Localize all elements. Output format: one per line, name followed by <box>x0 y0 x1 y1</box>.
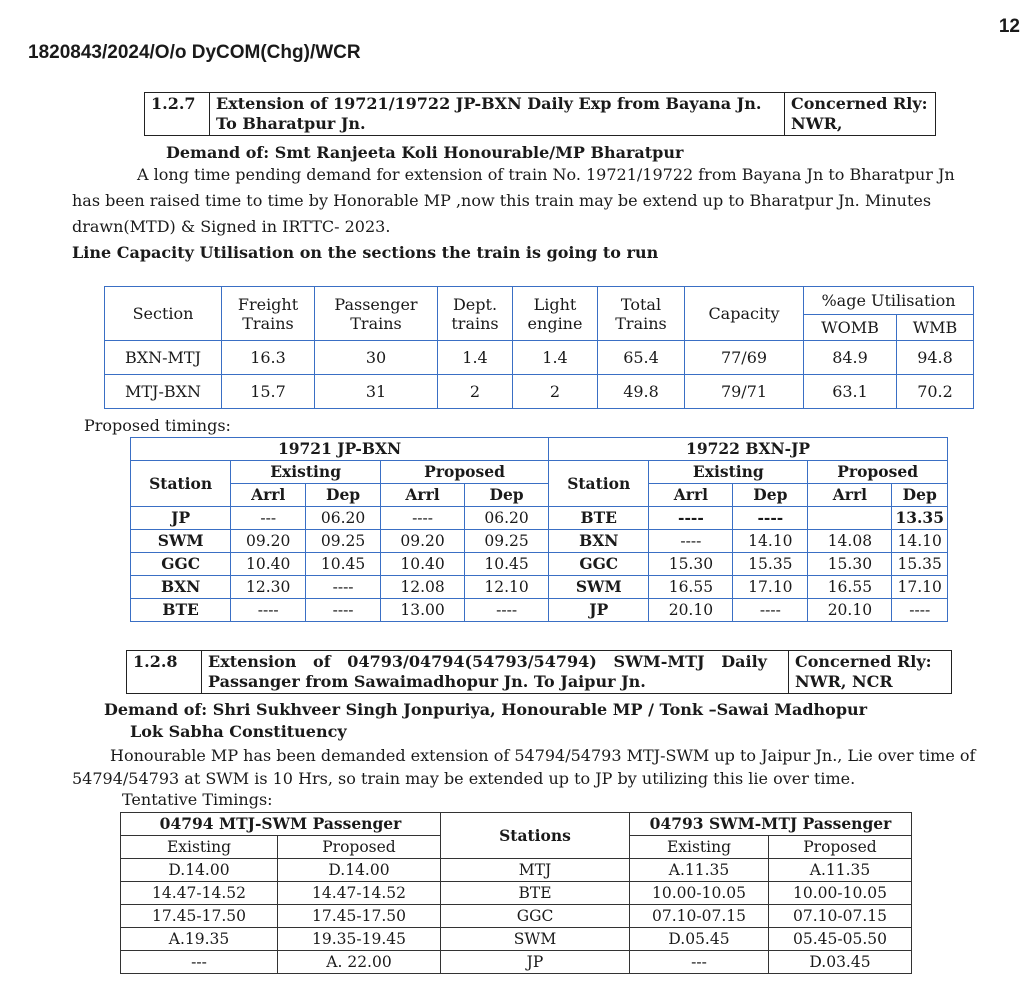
cell: 16.3 <box>222 341 315 375</box>
col-header: Capacity <box>685 287 804 341</box>
paragraph-line: Honourable MP has been demanded extension of 54794/54793 MTJ-SWM up to Jaipur Jn., Lie over time of <box>110 746 976 765</box>
cell: MTJ-BXN <box>105 375 222 409</box>
col-header: Passenger Trains <box>315 287 438 341</box>
station-cell: MTJ <box>441 859 630 882</box>
cell: 77/69 <box>685 341 804 375</box>
table-row <box>131 530 948 553</box>
cell: 12.08 <box>381 576 465 599</box>
col-header: WOMB <box>804 315 897 341</box>
train-title: 04793 SWM-MTJ Passenger <box>630 813 912 836</box>
cell: 20.10 <box>649 599 733 622</box>
station-cell: GGC <box>131 553 231 576</box>
station-cell: BXN <box>131 576 231 599</box>
concerned-line: NWR, NCR <box>795 672 893 691</box>
cell: 79/71 <box>685 375 804 409</box>
tentative-label: Tentative Timings: <box>122 790 273 809</box>
cell: 15.30 <box>808 553 892 576</box>
col-header: Arrl <box>381 484 465 507</box>
cell: 07.10-07.15 <box>769 905 912 928</box>
cell: --- <box>630 951 769 974</box>
demand-line: Lok Sabha Constituency <box>130 722 347 741</box>
cell: 09.20 <box>231 530 306 553</box>
item-title: Extension of 19721/19722 JP-BXN Daily Exp from Bayana Jn. To Bharatpur Jn. <box>210 93 785 136</box>
cell: 19.35-19.45 <box>278 928 441 951</box>
col-header: Freight Trains <box>222 287 315 341</box>
item-number: 1.2.8 <box>127 651 202 694</box>
cell: 16.55 <box>808 576 892 599</box>
paragraph-line: A long time pending demand for extension of train No. 19721/19722 from Bayana Jn to Bharatpur Jn <box>137 165 955 184</box>
line-capacity-table <box>104 286 974 409</box>
table-row <box>131 553 948 576</box>
cell: 94.8 <box>897 341 974 375</box>
station-cell: JP <box>131 507 231 530</box>
cell: 49.8 <box>598 375 685 409</box>
cell: 65.4 <box>598 341 685 375</box>
cell: 1.4 <box>513 341 598 375</box>
item-title-line: Passanger from Sawaimadhopur Jn. To Jaipur Jn. <box>208 672 646 691</box>
cell: 07.10-07.15 <box>630 905 769 928</box>
cell: 70.2 <box>897 375 974 409</box>
train-title: 19721 JP-BXN <box>131 438 549 461</box>
paragraph-line: has been raised time to time by Honorable MP ,now this train may be extend up to Bharatpur Jn. Minutes <box>72 191 932 210</box>
col-header: Light engine <box>513 287 598 341</box>
table-row <box>121 882 912 905</box>
cell: ---- <box>649 530 733 553</box>
cell: 1.4 <box>438 341 513 375</box>
cell: 14.08 <box>808 530 892 553</box>
station-cell: BTE <box>131 599 231 622</box>
table-row <box>131 507 948 530</box>
col-header: Existing <box>649 461 808 484</box>
item-1-2-8-header <box>126 650 952 694</box>
paragraph-line: drawn(MTD) & Signed in IRTTC- 2023. <box>72 217 391 236</box>
station-cell: SWM <box>441 928 630 951</box>
station-cell: BXN <box>549 530 649 553</box>
cell: 20.10 <box>808 599 892 622</box>
section-heading: Line Capacity Utilisation on the sections the train is going to run <box>72 243 659 262</box>
page-number: 12 <box>998 16 1020 37</box>
concerned-line: Concerned Rly: <box>795 652 932 671</box>
cell: A. 22.00 <box>278 951 441 974</box>
train-title: 04794 MTJ-SWM Passenger <box>121 813 441 836</box>
cell: --- <box>121 951 278 974</box>
cell: A.11.35 <box>630 859 769 882</box>
cell: ---- <box>649 507 733 530</box>
station-cell: GGC <box>441 905 630 928</box>
station-cell: BTE <box>441 882 630 905</box>
station-cell: JP <box>441 951 630 974</box>
item-title <box>202 651 789 694</box>
col-header: Arrl <box>649 484 733 507</box>
cell: 63.1 <box>804 375 897 409</box>
cell: ---- <box>733 507 808 530</box>
station-cell: SWM <box>549 576 649 599</box>
cell: 10.40 <box>381 553 465 576</box>
cell: D.05.45 <box>630 928 769 951</box>
table-row <box>121 928 912 951</box>
col-header: %age Utilisation <box>804 287 974 315</box>
table-row <box>105 375 974 409</box>
station-cell: BTE <box>549 507 649 530</box>
cell: 30 <box>315 341 438 375</box>
cell: 10.00-10.05 <box>769 882 912 905</box>
col-header: Arrl <box>231 484 306 507</box>
cell: 10.45 <box>465 553 549 576</box>
col-header: Arrl <box>808 484 892 507</box>
cell: 13.35 <box>892 507 948 530</box>
cell: 05.45-05.50 <box>769 928 912 951</box>
table-row <box>121 859 912 882</box>
col-header: WMB <box>897 315 974 341</box>
cell: 15.35 <box>733 553 808 576</box>
col-header: Dep <box>465 484 549 507</box>
station-cell: JP <box>549 599 649 622</box>
cell: 16.55 <box>649 576 733 599</box>
col-header: Proposed <box>278 836 441 859</box>
col-header: Stations <box>441 813 630 859</box>
cell: 84.9 <box>804 341 897 375</box>
cell: 2 <box>438 375 513 409</box>
cell <box>808 507 892 530</box>
cell: ---- <box>892 599 948 622</box>
col-header: Proposed <box>381 461 549 484</box>
table-row <box>131 576 948 599</box>
col-header: Existing <box>121 836 278 859</box>
cell: 10.40 <box>231 553 306 576</box>
cell: ---- <box>465 599 549 622</box>
station-cell: SWM <box>131 530 231 553</box>
cell: 14.47-14.52 <box>278 882 441 905</box>
cell: 12.10 <box>465 576 549 599</box>
cell: ---- <box>306 599 381 622</box>
table-row <box>105 341 974 375</box>
col-header: Total Trains <box>598 287 685 341</box>
cell: 06.20 <box>465 507 549 530</box>
cell: 14.47-14.52 <box>121 882 278 905</box>
proposed-timings-label: Proposed timings: <box>84 416 231 435</box>
cell: BXN-MTJ <box>105 341 222 375</box>
cell: A.19.35 <box>121 928 278 951</box>
col-header: Existing <box>231 461 381 484</box>
station-cell: GGC <box>549 553 649 576</box>
col-header: Section <box>105 287 222 341</box>
cell: D.14.00 <box>121 859 278 882</box>
cell: 17.10 <box>733 576 808 599</box>
col-header: Dep <box>733 484 808 507</box>
cell: 17.45-17.50 <box>121 905 278 928</box>
concerned-railway: Concerned Rly: NWR, <box>785 93 936 136</box>
cell: 2 <box>513 375 598 409</box>
cell: 15.30 <box>649 553 733 576</box>
paragraph-line: 54794/54793 at SWM is 10 Hrs, so train may be extended up to JP by utilizing this lie over time. <box>72 769 856 788</box>
col-header: Proposed <box>808 461 948 484</box>
col-header: Dep <box>892 484 948 507</box>
item-title-line: Extension of 04793/04794(54793/54794) SWM-MTJ Daily <box>208 652 767 671</box>
cell: 06.20 <box>306 507 381 530</box>
cell: 14.10 <box>733 530 808 553</box>
proposed-timings-table <box>130 437 948 622</box>
concerned-railway <box>789 651 952 694</box>
cell: D.03.45 <box>769 951 912 974</box>
table-row <box>121 905 912 928</box>
cell: ---- <box>733 599 808 622</box>
cell: 09.25 <box>306 530 381 553</box>
col-header: Dep <box>306 484 381 507</box>
cell: 31 <box>315 375 438 409</box>
cell: 10.00-10.05 <box>630 882 769 905</box>
cell: 15.35 <box>892 553 948 576</box>
cell: --- <box>231 507 306 530</box>
file-reference: 1820843/2024/O/o DyCOM(Chg)/WCR <box>28 42 361 63</box>
table-row <box>131 599 948 622</box>
demand-line: Demand of: Smt Ranjeeta Koli Honourable/MP Bharatpur <box>166 143 684 162</box>
cell: 14.10 <box>892 530 948 553</box>
cell: 17.10 <box>892 576 948 599</box>
demand-line: Demand of: Shri Sukhveer Singh Jonpuriya, Honourable MP / Tonk –Sawai Madhopur <box>104 700 868 719</box>
cell: 13.00 <box>381 599 465 622</box>
cell: ---- <box>231 599 306 622</box>
item-1-2-7-header <box>144 92 936 136</box>
cell: 09.25 <box>465 530 549 553</box>
table-row <box>121 951 912 974</box>
item-number: 1.2.7 <box>145 93 210 136</box>
cell: 12.30 <box>231 576 306 599</box>
cell: ---- <box>381 507 465 530</box>
train-title: 19722 BXN-JP <box>549 438 948 461</box>
col-header: Dept. trains <box>438 287 513 341</box>
cell: A.11.35 <box>769 859 912 882</box>
cell: 09.20 <box>381 530 465 553</box>
col-header: Station <box>549 461 649 507</box>
col-header: Station <box>131 461 231 507</box>
cell: ---- <box>306 576 381 599</box>
cell: D.14.00 <box>278 859 441 882</box>
col-header: Proposed <box>769 836 912 859</box>
col-header: Existing <box>630 836 769 859</box>
tentative-timings-table <box>120 812 912 974</box>
cell: 10.45 <box>306 553 381 576</box>
cell: 15.7 <box>222 375 315 409</box>
cell: 17.45-17.50 <box>278 905 441 928</box>
